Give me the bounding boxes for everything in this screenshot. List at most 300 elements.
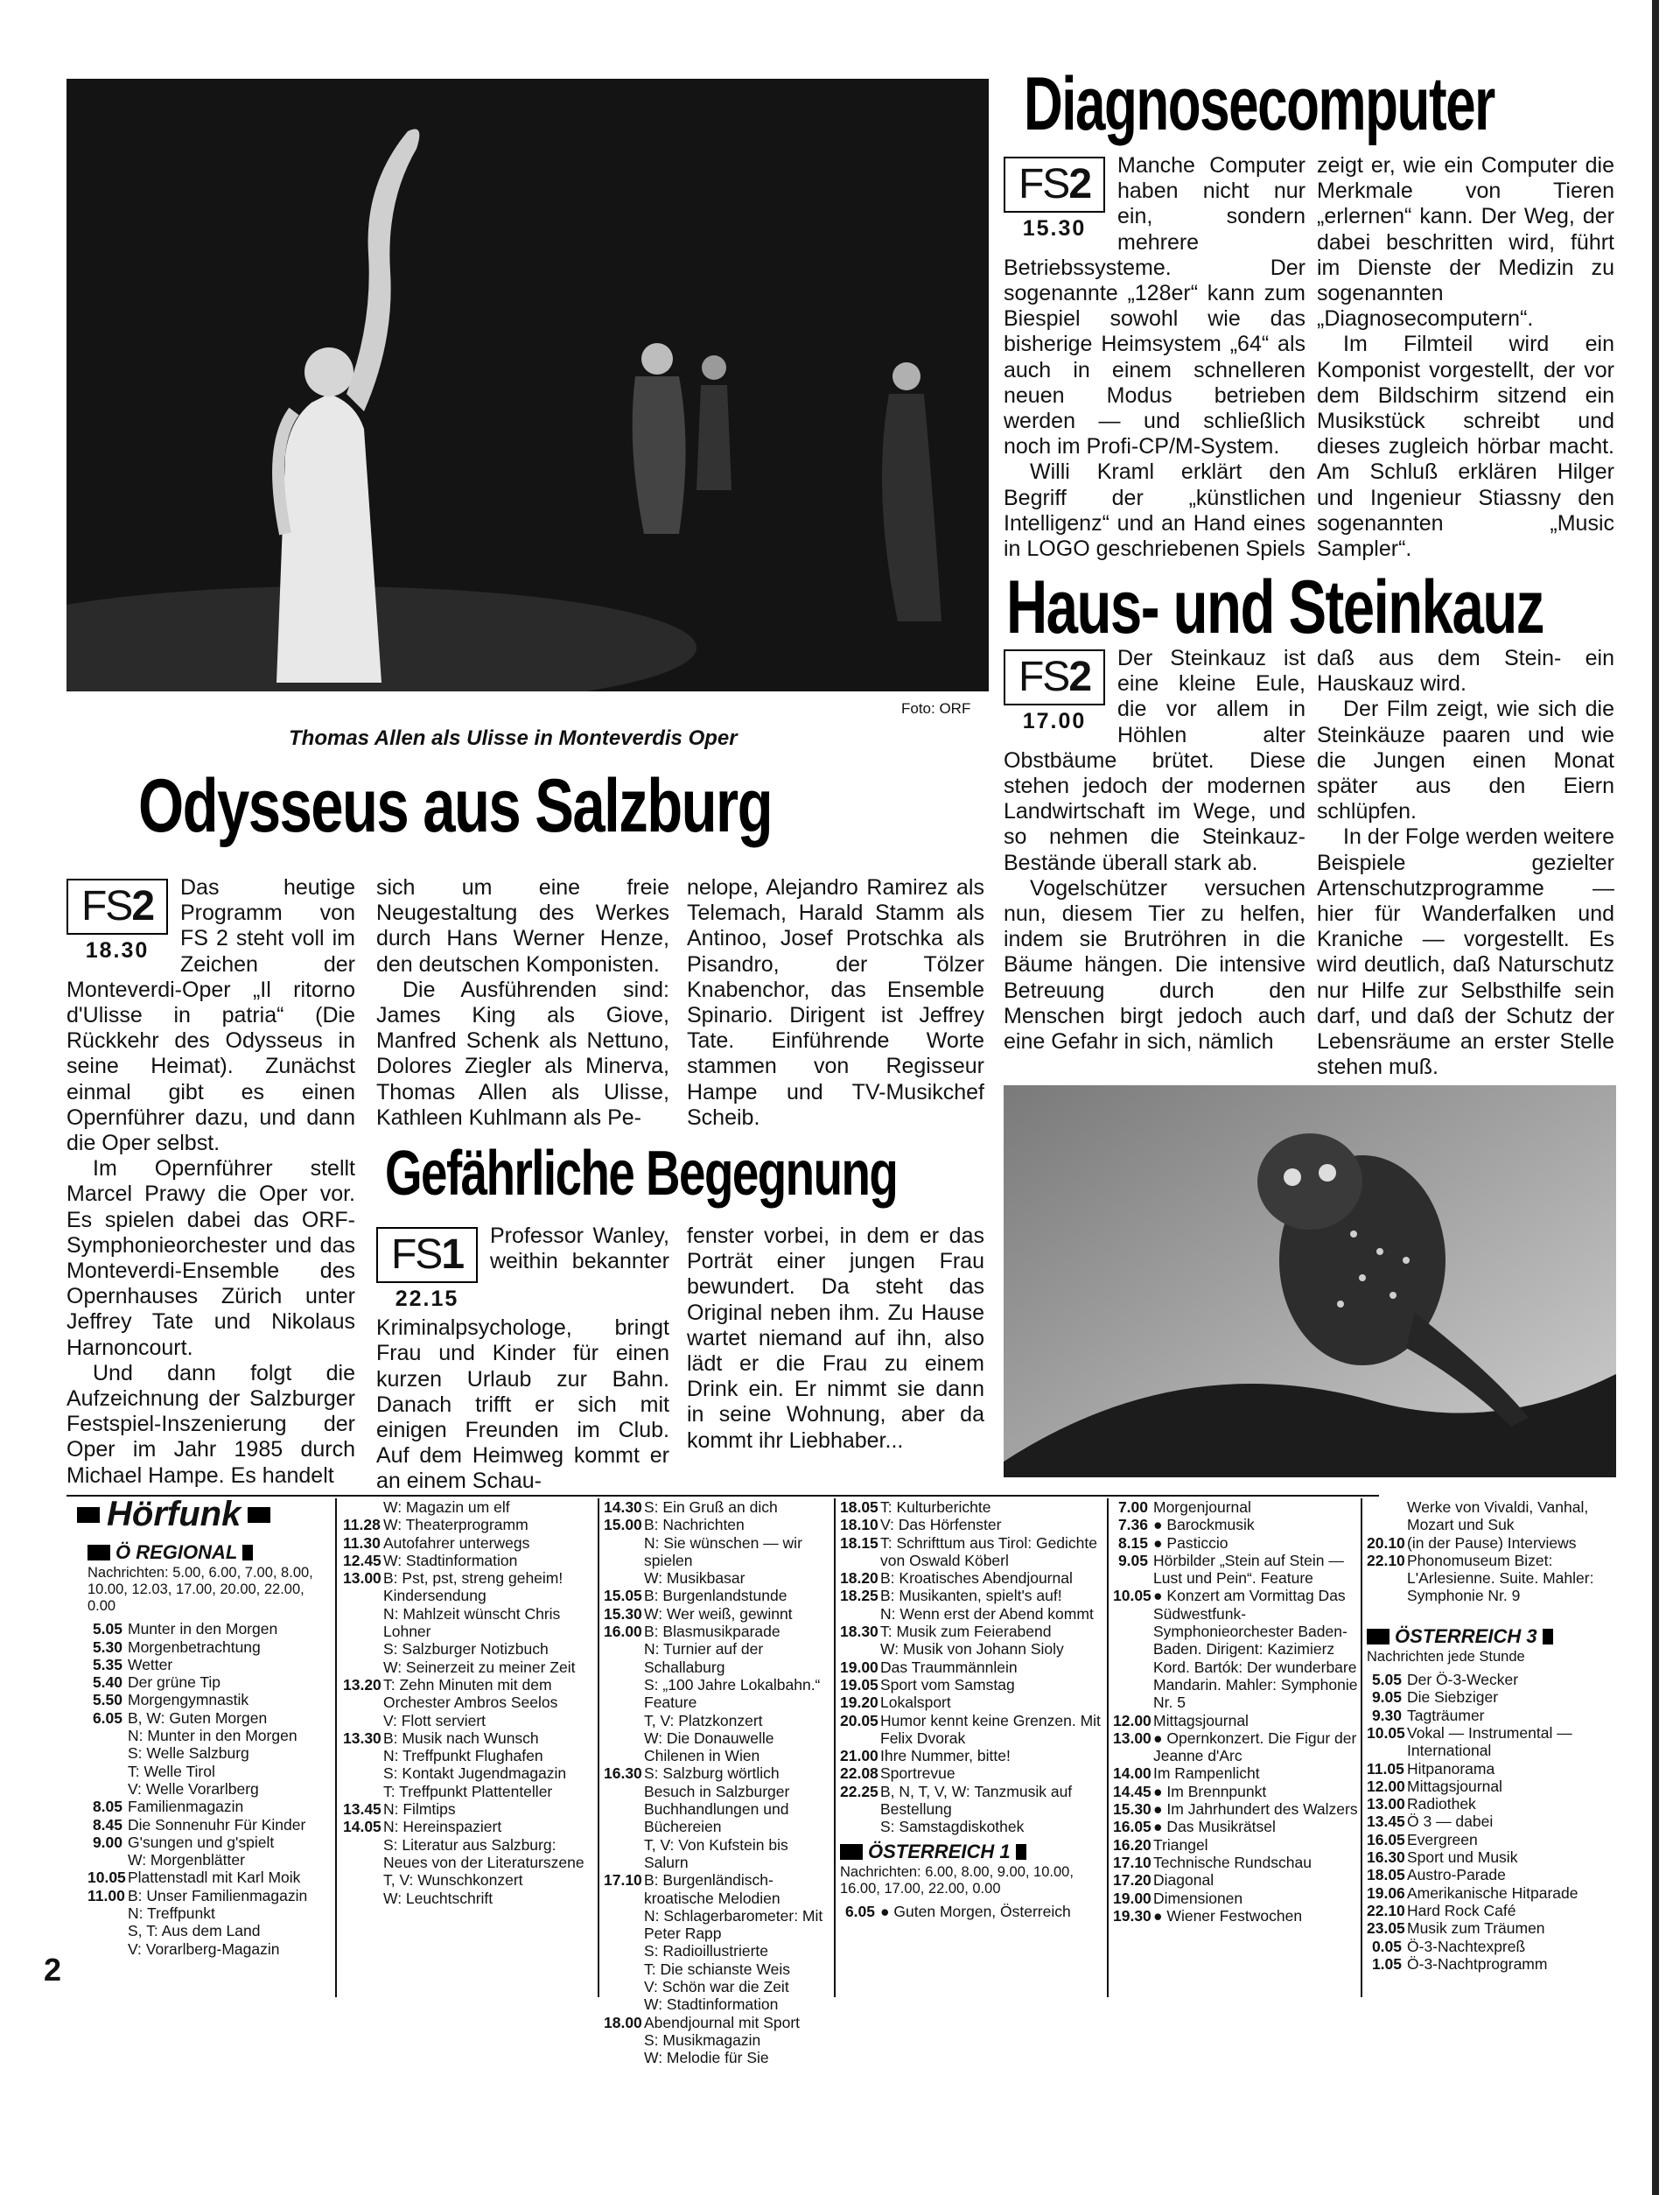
program-time: 20.10 [1367, 1533, 1405, 1552]
paragraph: Die Ausführenden sind: James King als Giove, Manfred Schenk als Nettuno, Dolores Ziegler als Minerva, Thomas Allen als Ulisse, Kathleen Kuhlmann als Pe- [376, 977, 669, 1130]
program-entry [343, 1534, 592, 1552]
program-time: 7.36 [1117, 1516, 1148, 1534]
program-entry [1367, 1707, 1612, 1724]
program-title: Die Sonnenuhr Für Kinder [128, 1815, 306, 1834]
program-time: 8.05 [92, 1798, 122, 1816]
program-time: 13.00 [1367, 1795, 1405, 1813]
program-title: N: Schlagerbarometer: Mit Peter Rapp [644, 1906, 823, 1943]
program-entry [604, 1640, 830, 1676]
odysseus-headline: Odysseus aus Salzburg [138, 764, 773, 848]
column-rule [1361, 1498, 1362, 1997]
program-entry [1113, 1498, 1358, 1516]
program-entry [1113, 1552, 1358, 1588]
program-title: Tagträumer [1407, 1706, 1485, 1724]
program-title: S: Salzburg wörtlich Besuch in Salzburger Buchhandlungen und Büchereien [644, 1764, 790, 1836]
program-time: 19.06 [1367, 1883, 1405, 1902]
program-time: 5.40 [92, 1673, 122, 1692]
program-time [840, 1640, 880, 1658]
program-entry [1113, 1907, 1358, 1925]
program-time: 20.05 [840, 1711, 878, 1729]
program-title: B: Pst, pst, streng geheim! Kindersendung [383, 1569, 564, 1605]
program-title: V: Vorarlberg-Magazin [128, 1939, 280, 1958]
program-time: 16.20 [1113, 1835, 1152, 1854]
program-time [343, 1712, 383, 1729]
program-entry [343, 1569, 592, 1605]
program-time: 5.05 [92, 1620, 122, 1638]
program-entry [88, 1780, 328, 1798]
program-time [88, 1940, 128, 1958]
program-title: S: Radioillustrierte [644, 1942, 768, 1960]
program-title: Abendjournal mit Sport [644, 2013, 801, 2031]
program-entry [1367, 1688, 1612, 1706]
column-rule [598, 1498, 599, 1997]
program-entry [343, 1836, 592, 1872]
program-entry [88, 1834, 328, 1851]
program-title: B: Unser Familienmagazin [128, 1886, 308, 1904]
program-time: 5.05 [1371, 1671, 1402, 1689]
program-title: Humor kennt keine Grenzen. Mit Felix Dvorak [880, 1711, 1101, 1747]
owl-photo [1004, 1085, 1616, 1477]
program-entry [840, 1623, 1102, 1640]
program-time: 15.30 [1113, 1800, 1152, 1819]
program-time [604, 1712, 644, 1729]
kauz-col-1 [1004, 646, 1306, 1055]
program-entry [343, 1516, 592, 1533]
program-title: Die Siebziger [1407, 1688, 1499, 1707]
program-time: 16.00 [604, 1623, 642, 1641]
program-title: Hitpanorama [1407, 1759, 1495, 1778]
program-entry [1113, 1836, 1358, 1854]
program-entry [1367, 1534, 1612, 1552]
program-entry [604, 1569, 830, 1587]
program-time [343, 1871, 383, 1889]
program-entry [88, 1940, 328, 1958]
program-time [604, 1569, 644, 1587]
radio-col-regional [88, 1540, 328, 1958]
program-time: 22.10 [1367, 1901, 1405, 1919]
broadcast-time: 18.30 [85, 938, 150, 963]
program-entry [343, 1747, 592, 1764]
program-title: N: Treffpunkt [128, 1904, 215, 1923]
station-title: ÖSTERREICH 1 [840, 1843, 1102, 1861]
program-entry [604, 1764, 830, 1835]
program-entry [88, 1620, 328, 1637]
program-title: B: Nachrichten [644, 1516, 745, 1534]
program-time: 22.10 [1367, 1551, 1405, 1569]
program-entry [343, 1783, 592, 1800]
program-time [840, 1605, 880, 1623]
program-title: W: Melodie für Sie [644, 2049, 769, 2067]
program-entry [88, 1869, 328, 1886]
program-title: W: Wer weiß, gewinnt [644, 1604, 793, 1623]
opera-photo [66, 79, 989, 691]
program-title: W: Stadtinformation [644, 1995, 779, 2014]
program-title: S, T: Aus dem Land [128, 1922, 261, 1940]
black-bar-icon [77, 1507, 100, 1523]
paragraph: Im Opernführer stellt Marcel Prawy die Oper vor. Es spielen dabei das ORF-Symphonieorchester und das Monteverdi-Ensemble des Opernhauses Zürich unter Jeffrey Tate und Nikolaus Harnoncourt. [66, 1156, 355, 1360]
program-title: Hörbilder „Stein auf Stein — Lust und Pein“. Feature [1153, 1551, 1344, 1588]
program-entry [1113, 1516, 1358, 1533]
program-title: T: Musik zum Feierabend [880, 1623, 1052, 1641]
program-entry [1367, 1938, 1612, 1955]
program-title: Familienmagazin [128, 1798, 244, 1816]
program-entry [604, 1942, 830, 1960]
program-time [88, 1851, 128, 1869]
program-time [343, 1747, 383, 1764]
program-time: 10.05 [1367, 1723, 1405, 1742]
program-entry [604, 2031, 830, 2049]
paragraph: Professor Wanley, weithin bekannter Kriminalpsychologe, bringt Frau und Kinder für einen kurzen Urlaub zur Bahn. Danach trifft er sich mit einigen Freunden im Club. Auf dem Heimweg kommt er an einem Schau- [376, 1224, 669, 1494]
program-title: W: Magazin um elf [383, 1498, 510, 1516]
black-bar-icon [88, 1545, 110, 1560]
program-time: 11.28 [343, 1516, 381, 1534]
program-entry [1367, 1955, 1612, 1973]
program-entry [88, 1904, 328, 1922]
program-time [604, 1960, 644, 1978]
paragraph: Vogelschützer versuchen nun, diesem Tier zu helfen, indem sie Brutröhren in die Bäume hängen. Die intensive Betreuung durch den Menschen birgt jedoch auch eine Gefahr in sich, nämlich [1004, 875, 1306, 1055]
program-entry [343, 1764, 592, 1782]
program-entry [343, 1552, 592, 1569]
broadcast-time: 15.30 [1022, 216, 1087, 241]
black-bar-icon [1543, 1629, 1553, 1644]
diagnose-col-1 [1004, 153, 1306, 562]
program-time: 9.30 [1371, 1706, 1402, 1724]
radio-col-3 [604, 1498, 830, 2067]
program-entry [840, 1640, 1102, 1658]
program-entry [343, 1676, 592, 1712]
program-title: S: Welle Salzburg [128, 1744, 249, 1763]
program-entry [604, 1587, 830, 1604]
odysseus-col-1 [66, 875, 355, 1489]
program-entry [1367, 1795, 1612, 1813]
program-title: Austro-Parade [1407, 1866, 1506, 1884]
paragraph: Der Film zeigt, wie sich die Steinkäuze paaren und wie die Jungen einen Monat später aus den Eiern schlüpfen. [1317, 697, 1614, 824]
station-title: Ö REGIONAL [88, 1544, 328, 1561]
program-entry [604, 1712, 830, 1729]
program-entry [1113, 1818, 1358, 1835]
program-title: T, V: Wunschkonzert [383, 1871, 523, 1890]
program-title: G'sungen und g'spielt [128, 1833, 275, 1851]
kauz-col-2 [1317, 646, 1614, 1080]
program-time: 18.15 [840, 1533, 878, 1552]
program-title: T, V: Von Kufstein bis Salurn [644, 1835, 788, 1871]
program-entry [840, 1818, 1102, 1835]
program-time: 19.20 [840, 1694, 878, 1712]
program-time [88, 1904, 128, 1922]
diagnose-col-2 [1317, 153, 1614, 562]
program-entry [88, 1656, 328, 1673]
program-time: 16.30 [604, 1764, 642, 1783]
program-entry [840, 1659, 1102, 1676]
program-time: 22.08 [840, 1764, 878, 1783]
paragraph: Und dann folgt die Aufzeichnung der Salzburger Festspiel-Inszenierung der Oper im Jahr 1985 durch Michael Hampe. Es handelt [66, 1360, 355, 1488]
paragraph: Im Filmteil wird ein Komponist vorgestellt, der vor dem Bildschirm sitzend ein Musikstück schreibt und dieses zugleich hörbar macht. Am Schluß erklären Hilger und Ingenieur Stiassny den sogenannten „Music Sampler“. [1317, 332, 1614, 562]
program-title: Morgenbetrachtung [128, 1637, 261, 1656]
program-time [88, 1780, 128, 1798]
program-entry [1367, 1498, 1612, 1534]
black-bar-icon [1016, 1844, 1026, 1860]
program-entry [88, 1691, 328, 1708]
program-time: 13.00 [1113, 1729, 1152, 1747]
program-time: 14.30 [604, 1498, 642, 1516]
program-title: ● Wiener Festwochen [1153, 1906, 1303, 1925]
radio-col-2 [343, 1498, 592, 1907]
program-time [604, 2031, 644, 2049]
black-bar-icon [248, 1507, 270, 1523]
program-time: 18.25 [840, 1587, 878, 1605]
program-time: 1.05 [1371, 1954, 1402, 1973]
program-title: V: Welle Vorarlberg [128, 1779, 259, 1798]
program-entry [1113, 1800, 1358, 1818]
program-time: 18.30 [840, 1623, 878, 1641]
program-title: W: Musik von Johann Sioly [880, 1640, 1064, 1659]
program-title: B, W: Guten Morgen [128, 1708, 268, 1727]
program-title: V: Flott serviert [383, 1711, 486, 1729]
begegnung-col-1 [376, 1224, 669, 1495]
program-title: Das Traummännlein [880, 1658, 1018, 1676]
paragraph: zeigt er, wie ein Computer die Merkmale von Tieren „erlernen“ kann. Der Weg, der dabei beschritten wird, führt im Dienste der Medizin zu sogenannten „Diagnosecomputern“. [1317, 153, 1614, 332]
program-time: 19.30 [1113, 1906, 1152, 1925]
program-time [343, 1659, 383, 1676]
channel-logo-fs2: FS2 15.30 [1004, 157, 1105, 242]
program-time [604, 1640, 644, 1676]
program-entry [88, 1887, 328, 1904]
program-title: B: Musikanten, spielt's auf! [880, 1587, 1062, 1605]
program-entry [604, 1960, 830, 1978]
program-title: W: Seinerzeit zu meiner Zeit [383, 1658, 576, 1676]
program-entry [840, 1587, 1102, 1604]
program-time: 10.05 [1113, 1587, 1152, 1605]
kauz-headline: Haus- und Steinkauz [1006, 565, 1544, 649]
paragraph: Manche Computer haben nicht nur ein, sondern mehrere Betriebssysteme. Der sogenannte „128er“ kann zum Biespiel sowohl wie das bisherige Heimsystem „64“ als auch in einem schnelleren neuen Modus betrieben werden — und schließlich noch im Profi-CP/M-System. [1004, 153, 1306, 459]
program-title: N: Hereinspaziert [383, 1818, 502, 1836]
program-title: Im Rampenlicht [1153, 1764, 1260, 1783]
program-title: Morgengymnastik [128, 1691, 249, 1709]
paragraph: daß aus dem Stein- ein Hauskauz wird. [1317, 646, 1614, 697]
program-time: 9.05 [1117, 1551, 1148, 1569]
program-entry [88, 1709, 328, 1727]
program-time [604, 1995, 644, 2013]
program-entry [840, 1605, 1102, 1623]
program-title: N: Mahlzeit wünscht Chris Lohner [383, 1604, 561, 1641]
program-title: Phonomuseum Bizet: L'Arlesienne. Suite. Mahler: Symphonie Nr. 9 [1407, 1551, 1594, 1605]
program-title: Mittagsjournal [1407, 1777, 1502, 1795]
program-time: 16.05 [1113, 1818, 1152, 1836]
program-title: B: Musik nach Wunsch [383, 1729, 539, 1747]
program-time [604, 1676, 644, 1712]
program-title: ● Konzert am Vormittag Das Südwestfunk-Symphonieorchester Baden-Baden. Dirigent: Kazimierz Kord. Bartók: Der wunderbare Mandarin. Mahler: Symphonie Nr. 5 [1153, 1587, 1358, 1712]
program-title: V: Schön war die Zeit [644, 1978, 789, 1996]
program-entry [1367, 1884, 1612, 1902]
program-entry [343, 1712, 592, 1729]
broadcast-time: 17.00 [1022, 709, 1087, 733]
odysseus-col-3 [687, 875, 984, 1131]
program-entry [343, 1871, 592, 1889]
program-title: B: Blasmusikparade [644, 1623, 780, 1641]
program-entry [1367, 1760, 1612, 1778]
program-time [604, 1729, 644, 1765]
program-entry [604, 1623, 830, 1640]
program-entry [604, 2014, 830, 2031]
column-rule [335, 1498, 337, 1997]
program-title: B: Kroatisches Abendjournal [880, 1569, 1073, 1588]
program-title: Radiothek [1407, 1795, 1476, 1813]
program-entry [1367, 1919, 1612, 1937]
program-title: W: Stadtinformation [383, 1551, 518, 1569]
program-title: Munter in den Morgen [128, 1620, 278, 1638]
program-title: W: Theaterprogramm [383, 1516, 528, 1534]
page-number: 2 [44, 1952, 62, 1988]
program-time: 15.30 [604, 1604, 642, 1623]
program-time [840, 1818, 880, 1835]
program-time [604, 1836, 644, 1872]
program-title: S: Musikmagazin [644, 2030, 761, 2049]
program-entry [840, 1783, 1102, 1819]
program-entry [1367, 1902, 1612, 1919]
program-time: 18.10 [840, 1516, 878, 1534]
program-entry [604, 1907, 830, 1943]
program-entry [1367, 1866, 1612, 1883]
program-entry [604, 1978, 830, 1995]
program-time [604, 2049, 644, 2066]
program-time: 19.00 [840, 1658, 878, 1676]
program-time [604, 1978, 644, 1995]
program-time: 17.10 [1113, 1853, 1152, 1871]
photo-caption: Thomas Allen als Ulisse in Monteverdis Oper [289, 726, 738, 750]
program-title: Evergreen [1407, 1830, 1478, 1848]
program-title: S: Kontakt Jugendmagazin [383, 1764, 567, 1783]
program-time [604, 1907, 644, 1943]
program-entry [840, 1747, 1102, 1764]
program-time: 13.20 [343, 1675, 382, 1694]
program-entry [1367, 1552, 1612, 1605]
program-title: Der grüne Tip [128, 1673, 221, 1692]
program-title: S: Salzburger Notizbuch [383, 1640, 549, 1659]
program-time: 5.30 [92, 1637, 122, 1656]
program-title: T: Treffpunkt Plattenteller [383, 1782, 553, 1800]
station-title: ÖSTERREICH 3 [1367, 1628, 1612, 1645]
program-entry [1367, 1724, 1612, 1760]
paragraph: sich um eine freie Neugestaltung des Werkes durch Hans Werner Henze, den deutschen Komponisten. [376, 875, 669, 977]
program-title: N: Filmtips [383, 1800, 456, 1819]
program-time: 18.20 [840, 1569, 878, 1588]
program-time: 7.00 [1117, 1498, 1148, 1516]
program-title: Mittagsjournal [1153, 1711, 1249, 1729]
program-time: 6.05 [92, 1708, 122, 1727]
program-title: (in der Pause) Interviews [1407, 1533, 1577, 1552]
program-time: 8.45 [92, 1815, 122, 1834]
program-title: Amerikanische Hitparade [1407, 1883, 1578, 1902]
program-entry [840, 1498, 1102, 1516]
program-title: T: Kulturberichte [880, 1498, 991, 1516]
program-title: S: Samstagdiskothek [880, 1818, 1025, 1836]
program-time: 9.05 [1371, 1688, 1402, 1707]
program-title: Plattenstadl mit Karl Moik [128, 1869, 301, 1887]
program-title: N: Munter in den Morgen [128, 1727, 298, 1745]
program-time: 15.05 [604, 1587, 642, 1605]
program-entry [343, 1659, 592, 1676]
program-time: 12.00 [1367, 1777, 1405, 1795]
program-title: B: Burgenländisch-kroatische Melodien [644, 1871, 780, 1907]
program-time: 18.05 [840, 1498, 878, 1516]
program-time: 17.10 [604, 1871, 642, 1890]
program-entry [1113, 1587, 1358, 1711]
program-title: Triangel [1153, 1835, 1208, 1854]
program-time [343, 1498, 383, 1516]
program-time: 13.00 [343, 1569, 382, 1588]
program-entry [840, 1712, 1102, 1748]
program-entry [604, 1995, 830, 2013]
program-entry [1367, 1848, 1612, 1866]
program-entry [840, 1516, 1102, 1533]
program-title: Technische Rundschau [1153, 1853, 1312, 1871]
program-time: 14.00 [1113, 1764, 1152, 1783]
program-title: ● Im Brennpunkt [1153, 1782, 1267, 1800]
program-time: 13.30 [343, 1729, 382, 1747]
paragraph: nelope, Alejandro Ramirez als Telemach, Harald Stamm als Antinoo, Josef Protschka als Pisandro, der Tölzer Knabenchor, das Ensemble Spinario. Dirigent ist Jeffrey Tate. Einführende Worte stammen von Regisseur Hampe und TV-Musikchef Scheib. [687, 875, 984, 1130]
paragraph: Das heutige Programm von FS 2 steht voll im Zeichen der Monteverdi-Oper „Il ritorno d'Ulisse in patria“ (Die Rückkehr des Odysseus in seine Heimat). Zunächst einmal gibt es einen Opernführer dazu, und dann die Oper selbst. [66, 875, 355, 1156]
program-title: Hard Rock Café [1407, 1901, 1516, 1919]
program-time: 12.45 [343, 1551, 382, 1569]
paragraph: Willi Kraml erklärt den Begriff der „künstlichen Intelligenz“ und an Hand eines in LOGO geschriebenen Spiels [1004, 459, 1306, 562]
program-title: Autofahrer unterwegs [383, 1533, 530, 1552]
program-title: ● Pasticcio [1153, 1533, 1228, 1552]
program-entry [604, 1516, 830, 1533]
program-title: S: „100 Jahre Lokalbahn.“ Feature [644, 1675, 821, 1712]
program-entry [604, 1534, 830, 1570]
channel-logo-fs1: FS1 22.15 [376, 1227, 478, 1312]
program-entry [88, 1638, 328, 1656]
program-entry [1113, 1854, 1358, 1871]
program-entry [343, 1729, 592, 1747]
radio-col-5 [1113, 1498, 1358, 1925]
program-entry [840, 1694, 1102, 1711]
odysseus-col-2 [376, 875, 669, 1131]
program-title: Der Ö-3-Wecker [1407, 1671, 1519, 1689]
program-entry [1113, 1712, 1358, 1729]
program-title: Ihre Nummer, bitte! [880, 1747, 1011, 1765]
program-entry [1113, 1534, 1358, 1552]
program-entry [604, 1836, 830, 1872]
program-title: Ö-3-Nachtprogramm [1407, 1954, 1548, 1973]
program-entry [88, 1673, 328, 1691]
program-title: T, V: Platzkonzert [644, 1711, 763, 1729]
program-entry [88, 1744, 328, 1762]
program-title: Sport vom Samstag [880, 1675, 1015, 1694]
program-time: 14.05 [343, 1818, 382, 1836]
column-rule [1107, 1498, 1109, 1997]
program-title: T: Schrifttum aus Tirol: Gedichte von Oswald Köberl [880, 1533, 1098, 1569]
program-title: N: Turnier auf der Schallaburg [644, 1640, 764, 1676]
program-time: 17.20 [1113, 1871, 1152, 1890]
program-title: N: Wenn erst der Abend kommt [880, 1604, 1094, 1623]
program-title: ● Barockmusik [1153, 1516, 1255, 1534]
program-time: 10.05 [88, 1869, 126, 1887]
program-title: N: Sie wünschen — wir spielen [644, 1533, 802, 1569]
program-entry [1113, 1764, 1358, 1782]
news-times: Nachrichten: 5.00, 6.00, 7.00, 8.00, 10.00, 12.03, 17.00, 20.00, 22.00, 0.00 [88, 1565, 313, 1615]
program-title: ● Das Musikrätsel [1153, 1818, 1276, 1836]
program-time: 11.00 [88, 1886, 125, 1904]
program-time: 18.05 [1367, 1866, 1405, 1884]
begegnung-col-2 [687, 1224, 984, 1454]
program-entry [88, 1816, 328, 1834]
program-time: 8.15 [1117, 1533, 1148, 1552]
program-title: W: Musikbasar [644, 1569, 746, 1588]
program-time: 13.45 [1367, 1813, 1405, 1831]
black-bar-icon [242, 1545, 253, 1560]
program-time: 11.05 [1367, 1759, 1404, 1778]
